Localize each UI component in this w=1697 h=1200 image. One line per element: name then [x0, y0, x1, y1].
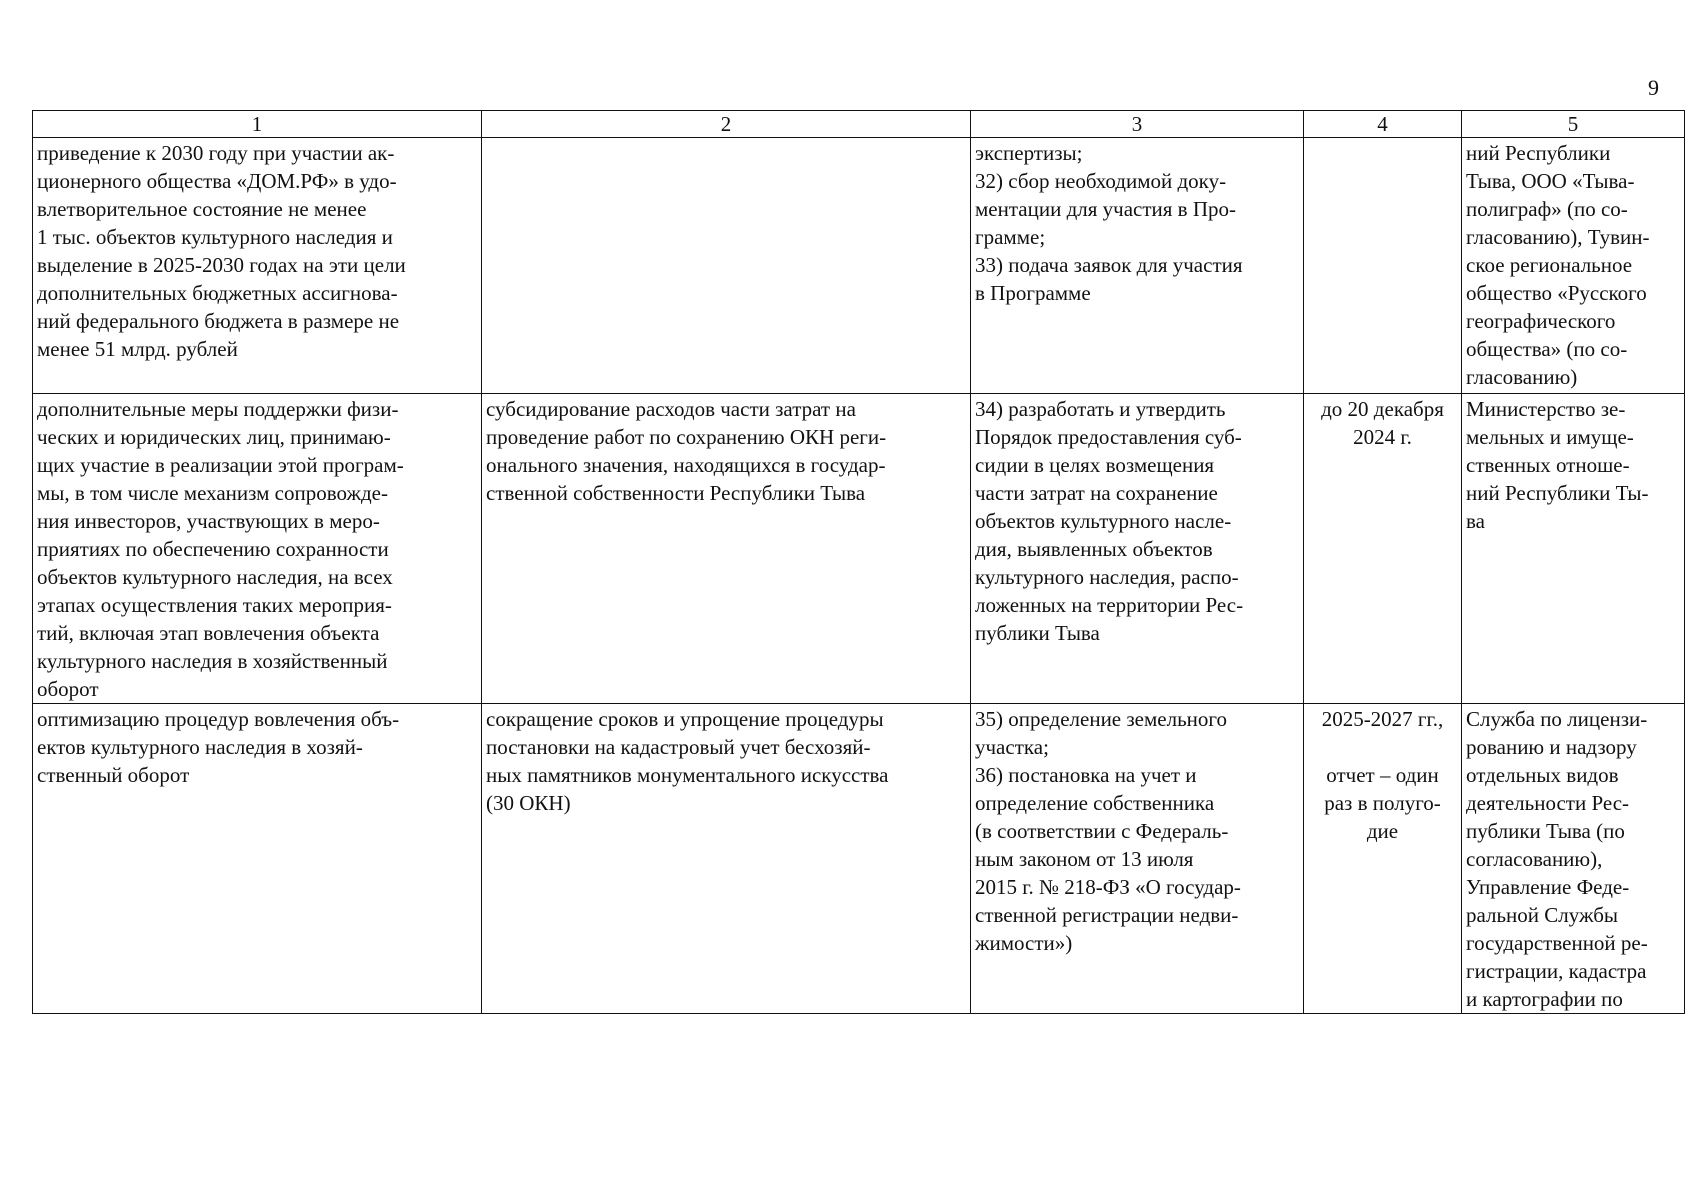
cell-text: 34) разработать и утвердить Порядок предоставления суб- сидии в целях возмещения части затрат на сохранение объектов культурного насле- дия, выявленных объектов культурного наследия, распо- ложенных на территории Рес- публики Тыва [975, 397, 1244, 645]
cell-text: до 20 декабря 2024 г. [1321, 397, 1444, 449]
table-cell [482, 138, 971, 394]
cell-text: Служба по лицензи- рованию и надзору отдельных видов деятельности Рес- публики Тыва (по согласованию), Управление Феде- ральной Службы государственной ре- гистрации, кадастра и картографии по [1466, 707, 1648, 1011]
table-cell [1462, 704, 1685, 1014]
table-cell [33, 394, 482, 704]
column-header-1: 1 [33, 111, 482, 138]
table-row [33, 394, 1685, 704]
cell-text: экспертизы; 32) сбор необходимой доку- ментации для участия в Про- грамме; 33) подача заявок для участия в Программе [975, 141, 1243, 305]
column-header-2: 2 [482, 111, 971, 138]
column-header-4: 4 [1304, 111, 1462, 138]
cell-text: 2025-2027 гг., отчет – один раз в полуго- дие [1321, 707, 1444, 843]
table-cell [1304, 704, 1462, 1014]
page-number: 9 [1648, 75, 1659, 100]
table-cell [482, 394, 971, 704]
cell-text: дополнительные меры поддержки физи- ческих и юридических лиц, принимаю- щих участие в реализации этой програм- мы, в том числе механизм сопровожде- ния инвесторов, участвующих в меро- приятиях по обеспечению сохранности объектов культурного наследия, на всех этапах осуществления таких мероприя- тий, включая этап вовлечения объекта культурного наследия в хозяйственный оборот [37, 397, 404, 701]
table-cell [482, 704, 971, 1014]
table-row [33, 704, 1685, 1014]
column-header-5: 5 [1462, 111, 1685, 138]
table-row [33, 138, 1685, 394]
table-cell [33, 704, 482, 1014]
table-cell [971, 704, 1304, 1014]
measures-table [32, 110, 1685, 1014]
table-cell [1304, 394, 1462, 704]
cell-text: 35) определение земельного участка; 36) постановка на учет и определение собственника (в соответствии с Федераль- ным законом от 13 июля 2015 г. № 218-ФЗ «О государ- ственной регистрации недви- жимости») [975, 707, 1241, 955]
table-cell [1304, 138, 1462, 394]
cell-text: Министерство зе- мельных и имуще- ственных отноше- ний Республики Ты- ва [1466, 397, 1649, 533]
cell-text: ний Республики Тыва, ООО «Тыва- полиграф» (по со- гласованию), Тувин- ское региональное общество «Русского географического общества» (по со- гласованию) [1466, 141, 1650, 389]
table-cell [1462, 394, 1685, 704]
table-cell [971, 138, 1304, 394]
cell-text: субсидирование расходов части затрат на проведение работ по сохранению ОКН реги- онального значения, находящихся в государ- ственной собственности Республики Тыва [486, 397, 887, 505]
table-cell [971, 394, 1304, 704]
column-header-3: 3 [971, 111, 1304, 138]
cell-text: сокращение сроков и упрощение процедуры постановки на кадастровый учет бесхозяй- ных памятников монументального искусства (30 ОКН) [486, 707, 889, 815]
cell-text: приведение к 2030 году при участии ак- ционерного общества «ДОМ.РФ» в удо- влетворительное состояние не менее 1 тыс. объектов культурного наследия и выделение в 2025-2030 годах на эти цели дополнительных бюджетных ассигнова- ний федерального бюджета в размере не менее 51 млрд. рублей [37, 141, 406, 361]
cell-text: оптимизацию процедур вовлечения объ- ектов культурного наследия в хозяй- ственный оборот [37, 707, 400, 787]
table-header-row [33, 111, 1685, 138]
table-cell [33, 138, 482, 394]
table-cell [1462, 138, 1685, 394]
